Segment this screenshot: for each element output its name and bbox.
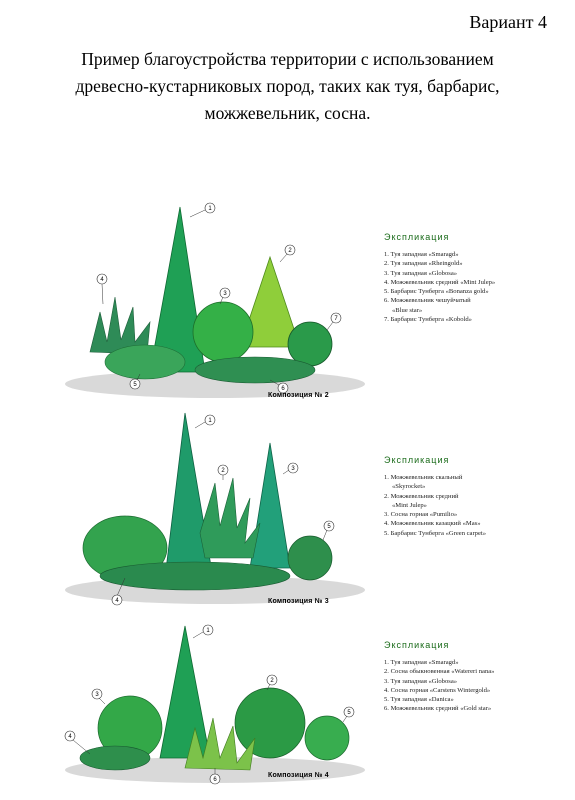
composition-2-illustration bbox=[55, 192, 375, 407]
legend-item: «Blue star» bbox=[392, 306, 423, 314]
marker-2: 2 bbox=[288, 248, 292, 254]
marker-1: 1 bbox=[208, 206, 212, 212]
legend-item: 2. Можжевельник средний bbox=[384, 492, 459, 500]
legend-list bbox=[384, 658, 569, 714]
legend-item: 1. Туя западная «Smaragd» bbox=[384, 251, 459, 258]
composition-3-drawing bbox=[55, 408, 375, 608]
marker-3: 3 bbox=[95, 692, 99, 698]
composition-4-illustration bbox=[55, 618, 375, 788]
composition-2-legend bbox=[384, 232, 569, 324]
legend-item: 2. Сосна обыкновенная «Watereri nana» bbox=[384, 668, 495, 676]
composition-4-legend bbox=[384, 640, 569, 714]
legend-item: 7. Барбарис Тунберга «Kobold» bbox=[384, 316, 472, 324]
legend-item: 3. Туя западная «Globosa» bbox=[384, 677, 458, 685]
marker-6: 6 bbox=[213, 777, 217, 783]
legend-item: 3. Туя западная «Globosa» bbox=[384, 269, 458, 277]
composition-4-label: Композиция № 4 bbox=[268, 772, 329, 779]
composition-3-illustration bbox=[55, 408, 375, 608]
legend-item: 4. Можжевельник средний «Mint Julep» bbox=[384, 278, 496, 286]
marker-2: 2 bbox=[270, 678, 274, 684]
legend-item: 1. Можжевельник скальный bbox=[384, 474, 463, 481]
page-heading bbox=[20, 46, 555, 127]
marker-5: 5 bbox=[133, 382, 137, 388]
legend-list bbox=[384, 473, 569, 538]
marker-3: 3 bbox=[291, 466, 295, 472]
legend-title: Экспликация bbox=[384, 640, 450, 650]
composition-3-legend bbox=[384, 455, 569, 538]
legend-item: 6. Можжевельник средний «Gold star» bbox=[384, 705, 492, 713]
legend-item: 2. Туя западная «Rheingold» bbox=[384, 260, 463, 268]
composition-2-drawing bbox=[55, 192, 375, 407]
legend-list bbox=[384, 250, 569, 324]
marker-4: 4 bbox=[100, 277, 104, 283]
marker-5: 5 bbox=[347, 710, 351, 716]
heading-line-2: древесно-кустарниковых пород, таких как туя, барбарис, bbox=[75, 76, 500, 96]
marker-3: 3 bbox=[223, 291, 227, 297]
marker-7: 7 bbox=[334, 316, 338, 322]
heading-line-1: Пример благоустройства территории с использованием bbox=[81, 49, 494, 69]
legend-item: 6. Можжевельник чешуйчатый bbox=[384, 297, 471, 305]
marker-5: 5 bbox=[327, 524, 331, 530]
variant-label: Вариант 4 bbox=[469, 12, 547, 32]
legend-title: Экспликация bbox=[384, 455, 450, 465]
legend-item: «Mint Julep» bbox=[392, 501, 427, 509]
legend-item: 5. Туя западная «Danica» bbox=[384, 696, 454, 704]
legend-item: 5. Барбарис Тунберга «Bonanza gold» bbox=[384, 288, 489, 296]
marker-4: 4 bbox=[68, 734, 72, 740]
legend-item: 4. Сосна горная «Carstens Wintergold» bbox=[384, 686, 491, 694]
marker-6: 6 bbox=[281, 386, 285, 392]
legend-item: 3. Сосна горная «Pumilio» bbox=[384, 511, 458, 519]
composition-4-drawing bbox=[55, 618, 375, 788]
legend-item: 1. Туя западная «Smaragd» bbox=[384, 659, 459, 666]
legend-item: «Skyrocket» bbox=[392, 483, 426, 491]
legend-item: 4. Можжевельник казацкий «Mas» bbox=[384, 520, 481, 528]
heading-line-3: можжевельник, сосна. bbox=[204, 103, 371, 123]
marker-1: 1 bbox=[208, 418, 212, 424]
composition-2-label: Композиция № 2 bbox=[268, 392, 329, 399]
composition-3-label: Композиция № 3 bbox=[268, 598, 329, 605]
legend-item: 5. Барбарис Тунберга «Green carpet» bbox=[384, 529, 487, 537]
marker-2: 2 bbox=[221, 468, 225, 474]
legend-title: Экспликация bbox=[384, 232, 450, 242]
marker-4: 4 bbox=[115, 598, 119, 604]
marker-1: 1 bbox=[206, 628, 210, 634]
